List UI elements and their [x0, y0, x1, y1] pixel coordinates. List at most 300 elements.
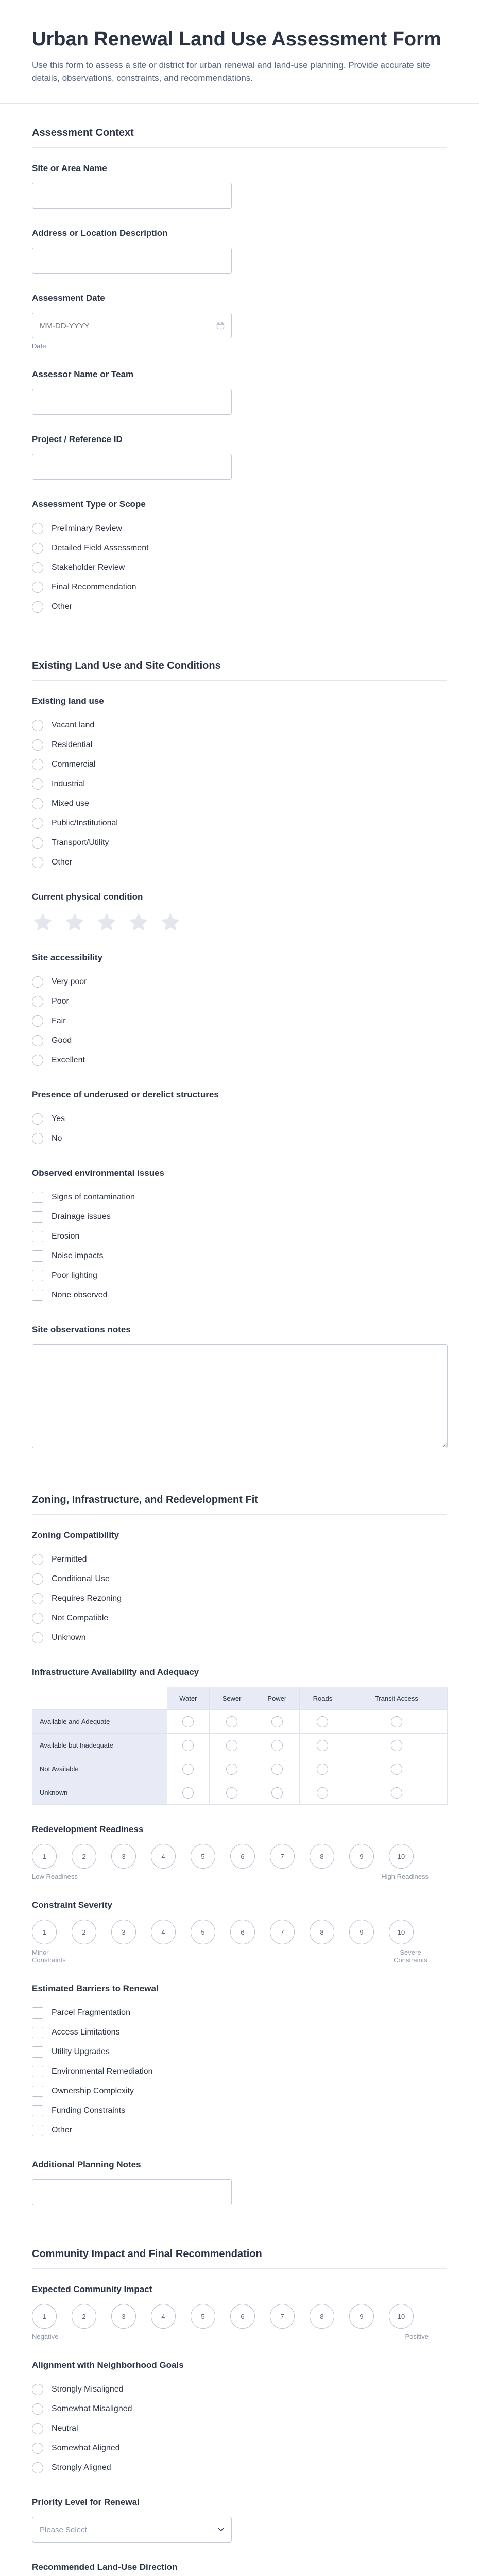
- matrix-column-header: Roads: [300, 1687, 346, 1710]
- constraint-scale-option[interactable]: 4: [151, 1920, 176, 1944]
- checkbox[interactable]: [32, 1290, 43, 1301]
- zoning-option-label: Unknown: [52, 1633, 86, 1642]
- constraint-label: Constraint Severity: [32, 1900, 112, 1910]
- land-use-option-label: Residential: [52, 740, 93, 749]
- matrix-cell: [167, 1757, 210, 1781]
- radio-button[interactable]: [32, 2443, 43, 2454]
- matrix-row: [32, 1781, 448, 1805]
- matrix-column-header: Water: [167, 1687, 210, 1710]
- barrier-option[interactable]: [32, 2023, 447, 2042]
- matrix-cell: [209, 1757, 254, 1781]
- assessment-type-option[interactable]: [32, 597, 447, 617]
- site-notes-field: [32, 1325, 447, 1451]
- section-title-community: Community Impact and Final Recommendation: [32, 2225, 447, 2269]
- barrier-option-label: Access Limitations: [52, 2028, 120, 2037]
- address-field: [32, 228, 447, 274]
- land-use-option-list: [32, 716, 447, 872]
- accessibility-option[interactable]: [32, 1011, 447, 1031]
- infrastructure-field: [32, 1667, 447, 1805]
- alignment-option-list: [32, 2380, 447, 2478]
- direction-field: [32, 2562, 447, 2576]
- zoning-option[interactable]: [32, 1550, 447, 1569]
- matrix-radio-button[interactable]: [226, 1787, 237, 1799]
- matrix-cell: [254, 1757, 300, 1781]
- form-title: Urban Renewal Land Use Assessment Form: [32, 28, 441, 50]
- environmental-option-label: None observed: [52, 1291, 108, 1299]
- matrix-radio-button[interactable]: [271, 1716, 283, 1727]
- matrix-column-header: Sewer: [209, 1687, 254, 1710]
- barrier-option[interactable]: [32, 2062, 447, 2081]
- constraint-scale: [32, 1920, 447, 1944]
- matrix-radio-button[interactable]: [317, 1787, 328, 1799]
- checkbox[interactable]: [32, 2007, 43, 2019]
- impact-scale-option[interactable]: 10: [389, 2304, 414, 2329]
- assessment-type-option-label: Preliminary Review: [52, 524, 122, 533]
- environmental-option-label: Drainage issues: [52, 1212, 111, 1221]
- land-use-option[interactable]: [32, 833, 447, 853]
- matrix-radio-button[interactable]: [317, 1716, 328, 1727]
- radio-button[interactable]: [32, 857, 43, 868]
- matrix-cell: [346, 1781, 447, 1805]
- star-icon[interactable]: [96, 911, 117, 933]
- zoning-option-label: Conditional Use: [52, 1574, 110, 1583]
- matrix-cell: [346, 1710, 447, 1734]
- site-notes-label: Site observations notes: [32, 1325, 131, 1334]
- assessment-type-option-label: Other: [52, 602, 73, 611]
- alignment-option-label: Strongly Misaligned: [52, 2385, 124, 2394]
- radio-button[interactable]: [32, 601, 43, 613]
- section-title-zoning: Zoning, Infrastructure, and Redevelopment Fit: [32, 1470, 447, 1515]
- checkbox[interactable]: [32, 2105, 43, 2116]
- matrix-row-label: Unknown: [32, 1781, 167, 1805]
- constraint-scale-option[interactable]: 8: [310, 1920, 334, 1944]
- assessment-type-option[interactable]: [32, 519, 447, 538]
- priority-label: Priority Level for Renewal: [32, 2497, 140, 2507]
- address-input[interactable]: [32, 248, 232, 274]
- assessment-type-option-label: Detailed Field Assessment: [52, 544, 149, 552]
- alignment-option-label: Somewhat Misaligned: [52, 2404, 132, 2413]
- address-label: Address or Location Description: [32, 228, 168, 238]
- constraint-scale-option[interactable]: 1: [32, 1920, 57, 1944]
- accessibility-option[interactable]: [32, 992, 447, 1011]
- accessibility-option-label: Excellent: [52, 1056, 85, 1064]
- radio-button[interactable]: [32, 2403, 43, 2415]
- zoning-option[interactable]: [32, 1608, 447, 1628]
- matrix-radio-button[interactable]: [391, 1716, 402, 1727]
- priority-field: [32, 2497, 447, 2543]
- impact-scale-option[interactable]: 5: [191, 2304, 215, 2329]
- zoning-option-list: [32, 1550, 447, 1648]
- readiness-scale-option[interactable]: 2: [72, 1844, 96, 1869]
- environmental-option[interactable]: [32, 1285, 447, 1305]
- matrix-radio-button[interactable]: [317, 1764, 328, 1775]
- assessment-type-option-label: Final Recommendation: [52, 583, 136, 591]
- assessment-date-input[interactable]: [32, 313, 232, 338]
- matrix-row: [32, 1710, 448, 1734]
- radio-button[interactable]: [32, 1015, 43, 1027]
- assessment-type-option-label: Stakeholder Review: [52, 563, 125, 572]
- assessment-date-field: [32, 293, 447, 350]
- matrix-cell: [209, 1734, 254, 1757]
- star-icon[interactable]: [160, 911, 181, 933]
- radio-button[interactable]: [32, 996, 43, 1007]
- impact-scale-option[interactable]: 7: [270, 2304, 295, 2329]
- site-name-field: [32, 163, 447, 209]
- constraint-scale-option[interactable]: 2: [72, 1920, 96, 1944]
- assessment-type-label: Assessment Type or Scope: [32, 499, 146, 509]
- barrier-option[interactable]: [32, 2101, 447, 2121]
- matrix-radio-button[interactable]: [182, 1716, 194, 1727]
- matrix-cell: [254, 1734, 300, 1757]
- readiness-scale-option[interactable]: 5: [191, 1844, 215, 1869]
- condition-field: [32, 892, 447, 933]
- assessment-type-option[interactable]: [32, 578, 447, 597]
- derelict-option-list: [32, 1109, 447, 1148]
- radio-button[interactable]: [32, 778, 43, 790]
- radio-button[interactable]: [32, 2384, 43, 2395]
- radio-button[interactable]: [32, 1632, 43, 1643]
- assessor-label: Assessor Name or Team: [32, 369, 134, 379]
- constraint-scale-option[interactable]: 6: [230, 1920, 255, 1944]
- readiness-scale: [32, 1844, 447, 1869]
- barrier-option-label: Parcel Fragmentation: [52, 2008, 130, 2017]
- readiness-scale-option[interactable]: 9: [349, 1844, 374, 1869]
- impact-scale-option[interactable]: 9: [349, 2304, 374, 2329]
- impact-scale-option[interactable]: 4: [151, 2304, 176, 2329]
- calendar-icon[interactable]: [216, 321, 225, 330]
- barrier-option[interactable]: [32, 2121, 447, 2140]
- matrix-cell: [346, 1757, 447, 1781]
- constraint-scale-option[interactable]: 10: [389, 1920, 414, 1944]
- derelict-option[interactable]: [32, 1129, 447, 1148]
- accessibility-option[interactable]: [32, 1050, 447, 1070]
- impact-scale-option[interactable]: 8: [310, 2304, 334, 2329]
- environmental-option[interactable]: [32, 1188, 447, 1207]
- condition-star-rating: [32, 911, 447, 933]
- matrix-row-label: Not Available: [32, 1757, 167, 1781]
- star-icon[interactable]: [128, 911, 149, 933]
- form-description: Use this form to assess a site or district for urban renewal and land-use planning. Provide accurate site details, observations, constraints, and recommendations.: [32, 60, 430, 83]
- planning-notes-label: Additional Planning Notes: [32, 2160, 141, 2170]
- zoning-option[interactable]: [32, 1628, 447, 1648]
- matrix-row: [32, 1734, 448, 1757]
- radio-button[interactable]: [32, 1133, 43, 1144]
- radio-button[interactable]: [32, 1613, 43, 1624]
- barrier-option-label: Ownership Complexity: [52, 2087, 134, 2095]
- matrix-cell: [254, 1710, 300, 1734]
- zoning-option-label: Not Compatible: [52, 1614, 109, 1622]
- radio-button[interactable]: [32, 562, 43, 573]
- matrix-column-header: Transit Access: [346, 1687, 447, 1710]
- condition-label: Current physical condition: [32, 892, 143, 902]
- checkbox[interactable]: [32, 2086, 43, 2097]
- accessibility-option[interactable]: [32, 1031, 447, 1050]
- readiness-scale-option[interactable]: 3: [111, 1844, 136, 1869]
- alignment-option[interactable]: [32, 2380, 447, 2399]
- radio-button[interactable]: [32, 2462, 43, 2473]
- derelict-option[interactable]: [32, 1109, 447, 1129]
- impact-scale-option[interactable]: 1: [32, 2304, 57, 2329]
- radio-button[interactable]: [32, 582, 43, 593]
- assessor-input[interactable]: [32, 389, 232, 415]
- environmental-option[interactable]: [32, 1207, 447, 1227]
- assessment-type-option[interactable]: [32, 558, 447, 578]
- radio-button[interactable]: [32, 1593, 43, 1604]
- land-use-option-label: Commercial: [52, 760, 96, 769]
- zoning-label: Zoning Compatibility: [32, 1530, 119, 1540]
- section-title-context: Assessment Context: [32, 104, 447, 148]
- matrix-radio-button[interactable]: [317, 1740, 328, 1751]
- readiness-label: Redevelopment Readiness: [32, 1824, 144, 1834]
- date-sublabel: Date: [32, 342, 46, 350]
- constraint-high-label: Severe Constraints: [394, 1948, 427, 1964]
- alignment-option[interactable]: [32, 2458, 447, 2478]
- zoning-option-label: Permitted: [52, 1555, 87, 1564]
- zoning-option-label: Requires Rezoning: [52, 1594, 122, 1603]
- radio-button[interactable]: [32, 798, 43, 809]
- accessibility-option-label: Poor: [52, 997, 69, 1006]
- constraint-scale-option[interactable]: 3: [111, 1920, 136, 1944]
- site-name-label: Site or Area Name: [32, 163, 107, 173]
- matrix-row-label: Available but Inadequate: [32, 1734, 167, 1757]
- radio-button[interactable]: [32, 1055, 43, 1066]
- land-use-option[interactable]: [32, 755, 447, 774]
- alignment-option[interactable]: [32, 2438, 447, 2458]
- land-use-option-label: Public/Institutional: [52, 819, 118, 827]
- accessibility-option-label: Very poor: [52, 977, 87, 986]
- form-header: [0, 0, 479, 104]
- checkbox[interactable]: [32, 1270, 43, 1281]
- matrix-column-header: Power: [254, 1687, 300, 1710]
- project-id-input[interactable]: [32, 454, 232, 480]
- barrier-option-label: Environmental Remediation: [52, 2067, 153, 2076]
- radio-button[interactable]: [32, 2423, 43, 2434]
- radio-button[interactable]: [32, 818, 43, 829]
- matrix-cell: [167, 1710, 210, 1734]
- barrier-option-label: Other: [52, 2126, 73, 2134]
- barrier-option-label: Utility Upgrades: [52, 2047, 110, 2056]
- infrastructure-matrix: [32, 1687, 448, 1805]
- impact-scale-option[interactable]: 2: [72, 2304, 96, 2329]
- site-name-input[interactable]: [32, 183, 232, 209]
- alignment-option-label: Neutral: [52, 2424, 78, 2433]
- matrix-cell: [300, 1781, 346, 1805]
- alignment-option[interactable]: [32, 2419, 447, 2438]
- environmental-option-label: Signs of contamination: [52, 1193, 135, 1201]
- star-icon[interactable]: [32, 911, 54, 933]
- constraint-field: [32, 1900, 447, 1964]
- environmental-option-label: Poor lighting: [52, 1271, 97, 1280]
- impact-label: Expected Community Impact: [32, 2284, 152, 2294]
- barrier-option[interactable]: [32, 2081, 447, 2101]
- land-use-option[interactable]: [32, 853, 447, 872]
- alignment-option[interactable]: [32, 2399, 447, 2419]
- matrix-radio-button[interactable]: [391, 1764, 402, 1775]
- matrix-corner: [32, 1687, 167, 1710]
- matrix-radio-button[interactable]: [182, 1740, 194, 1751]
- land-use-option[interactable]: [32, 814, 447, 833]
- environmental-option-label: Noise impacts: [52, 1251, 104, 1260]
- impact-scale-option[interactable]: 3: [111, 2304, 136, 2329]
- accessibility-option-label: Fair: [52, 1016, 66, 1025]
- land-use-option[interactable]: [32, 716, 447, 735]
- assessment-type-option[interactable]: [32, 538, 447, 558]
- land-use-option-label: Vacant land: [52, 721, 95, 730]
- barrier-option-list: [32, 2003, 447, 2140]
- constraint-scale-option[interactable]: 5: [191, 1920, 215, 1944]
- matrix-radio-button[interactable]: [182, 1764, 194, 1775]
- readiness-scale-option[interactable]: 1: [32, 1844, 57, 1869]
- radio-button[interactable]: [32, 1573, 43, 1585]
- impact-high-label: Positive: [405, 2333, 429, 2341]
- assessment-date-label: Assessment Date: [32, 293, 105, 303]
- radio-button[interactable]: [32, 759, 43, 770]
- land-use-option-label: Mixed use: [52, 799, 89, 808]
- checkbox[interactable]: [32, 2046, 43, 2058]
- matrix-row: [32, 1757, 448, 1781]
- constraint-scale-option[interactable]: 9: [349, 1920, 374, 1944]
- assessment-type-field: [32, 499, 447, 617]
- derelict-field: [32, 1090, 447, 1148]
- project-id-field: [32, 434, 447, 480]
- matrix-radio-button[interactable]: [226, 1764, 237, 1775]
- matrix-cell: [167, 1734, 210, 1757]
- matrix-radio-button[interactable]: [271, 1740, 283, 1751]
- derelict-option-label: No: [52, 1134, 62, 1143]
- site-notes-textarea[interactable]: [32, 1344, 448, 1448]
- readiness-scale-option[interactable]: 7: [270, 1844, 295, 1869]
- radio-button[interactable]: [32, 1035, 43, 1046]
- readiness-scale-option[interactable]: 6: [230, 1844, 255, 1869]
- checkbox[interactable]: [32, 1192, 43, 1203]
- matrix-radio-button[interactable]: [226, 1716, 237, 1727]
- matrix-cell: [167, 1781, 210, 1805]
- land-use-option[interactable]: [32, 735, 447, 755]
- readiness-high-label: High Readiness: [381, 1873, 429, 1880]
- barriers-label: Estimated Barriers to Renewal: [32, 1984, 159, 1993]
- land-use-option-label: Industrial: [52, 779, 85, 788]
- readiness-scale-option[interactable]: 8: [310, 1844, 334, 1869]
- radio-button[interactable]: [32, 720, 43, 731]
- land-use-label: Existing land use: [32, 696, 104, 706]
- alignment-option-label: Somewhat Aligned: [52, 2444, 120, 2452]
- star-icon[interactable]: [64, 911, 85, 933]
- environmental-option-list: [32, 1188, 447, 1305]
- matrix-cell: [300, 1757, 346, 1781]
- accessibility-option-label: Good: [52, 1036, 72, 1045]
- alignment-field: [32, 2360, 447, 2478]
- environmental-option-label: Erosion: [52, 1232, 80, 1241]
- accessibility-option[interactable]: [32, 972, 447, 992]
- barriers-field: [32, 1984, 447, 2140]
- environmental-option[interactable]: [32, 1227, 447, 1246]
- readiness-scale-option[interactable]: 10: [389, 1844, 414, 1869]
- matrix-radio-button[interactable]: [182, 1787, 194, 1799]
- matrix-radio-button[interactable]: [271, 1764, 283, 1775]
- matrix-cell: [300, 1734, 346, 1757]
- accessibility-field: [32, 953, 447, 1070]
- impact-field: [32, 2284, 447, 2341]
- barrier-option[interactable]: [32, 2003, 447, 2023]
- readiness-field: [32, 1824, 447, 1880]
- matrix-radio-button[interactable]: [226, 1740, 237, 1751]
- readiness-scale-option[interactable]: 4: [151, 1844, 176, 1869]
- barrier-option[interactable]: [32, 2042, 447, 2062]
- infrastructure-label: Infrastructure Availability and Adequacy: [32, 1667, 199, 1677]
- assessment-type-option-list: [32, 519, 447, 617]
- radio-button[interactable]: [32, 837, 43, 849]
- environmental-field: [32, 1168, 447, 1305]
- chevron-down-icon: [218, 2528, 224, 2532]
- land-use-field: [32, 696, 447, 872]
- zoning-option[interactable]: [32, 1589, 447, 1608]
- checkbox[interactable]: [32, 2027, 43, 2038]
- alignment-option-label: Strongly Aligned: [52, 2463, 111, 2472]
- radio-button[interactable]: [32, 739, 43, 751]
- planning-notes-input[interactable]: [32, 2179, 232, 2205]
- radio-button[interactable]: [32, 976, 43, 988]
- checkbox[interactable]: [32, 1231, 43, 1242]
- matrix-radio-button[interactable]: [391, 1740, 402, 1751]
- environmental-option[interactable]: [32, 1246, 447, 1266]
- readiness-low-label: Low Readiness: [32, 1873, 78, 1880]
- checkbox[interactable]: [32, 2066, 43, 2077]
- matrix-row-label: Available and Adequate: [32, 1710, 167, 1734]
- zoning-option[interactable]: [32, 1569, 447, 1589]
- land-use-option-label: Transport/Utility: [52, 838, 109, 847]
- land-use-option[interactable]: [32, 794, 447, 814]
- radio-button[interactable]: [32, 543, 43, 554]
- matrix-cell: [346, 1734, 447, 1757]
- assessor-field: [32, 369, 447, 415]
- section-title-land-use: Existing Land Use and Site Conditions: [32, 636, 447, 681]
- checkbox[interactable]: [32, 2125, 43, 2136]
- radio-button[interactable]: [32, 1554, 43, 1565]
- radio-button[interactable]: [32, 523, 43, 534]
- project-id-label: Project / Reference ID: [32, 434, 123, 444]
- radio-button[interactable]: [32, 1113, 43, 1125]
- matrix-cell: [209, 1710, 254, 1734]
- constraint-low-label: Minor Constraints: [32, 1948, 66, 1964]
- matrix-cell: [209, 1781, 254, 1805]
- alignment-label: Alignment with Neighborhood Goals: [32, 2360, 184, 2370]
- priority-select[interactable]: [32, 2517, 232, 2543]
- checkbox[interactable]: [32, 1211, 43, 1223]
- matrix-radio-button[interactable]: [271, 1787, 283, 1799]
- zoning-field: [32, 1530, 447, 1648]
- matrix-cell: [254, 1781, 300, 1805]
- derelict-label: Presence of underused or derelict structures: [32, 1090, 219, 1099]
- environmental-label: Observed environmental issues: [32, 1168, 164, 1178]
- impact-scale: [32, 2304, 447, 2329]
- land-use-option[interactable]: [32, 774, 447, 794]
- barrier-option-label: Funding Constraints: [52, 2106, 126, 2115]
- environmental-option[interactable]: [32, 1266, 447, 1285]
- derelict-option-label: Yes: [52, 1114, 65, 1123]
- land-use-option-label: Other: [52, 858, 73, 867]
- impact-low-label: Negative: [32, 2333, 59, 2341]
- matrix-cell: [300, 1710, 346, 1734]
- matrix-radio-button[interactable]: [391, 1787, 402, 1799]
- direction-label: Recommended Land-Use Direction: [32, 2562, 178, 2572]
- planning-notes-field: [32, 2160, 447, 2205]
- impact-scale-option[interactable]: 6: [230, 2304, 255, 2329]
- priority-select-placeholder: Please Select: [40, 2525, 87, 2534]
- constraint-scale-option[interactable]: 7: [270, 1920, 295, 1944]
- checkbox[interactable]: [32, 1250, 43, 1262]
- accessibility-option-list: [32, 972, 447, 1070]
- accessibility-label: Site accessibility: [32, 953, 103, 962]
